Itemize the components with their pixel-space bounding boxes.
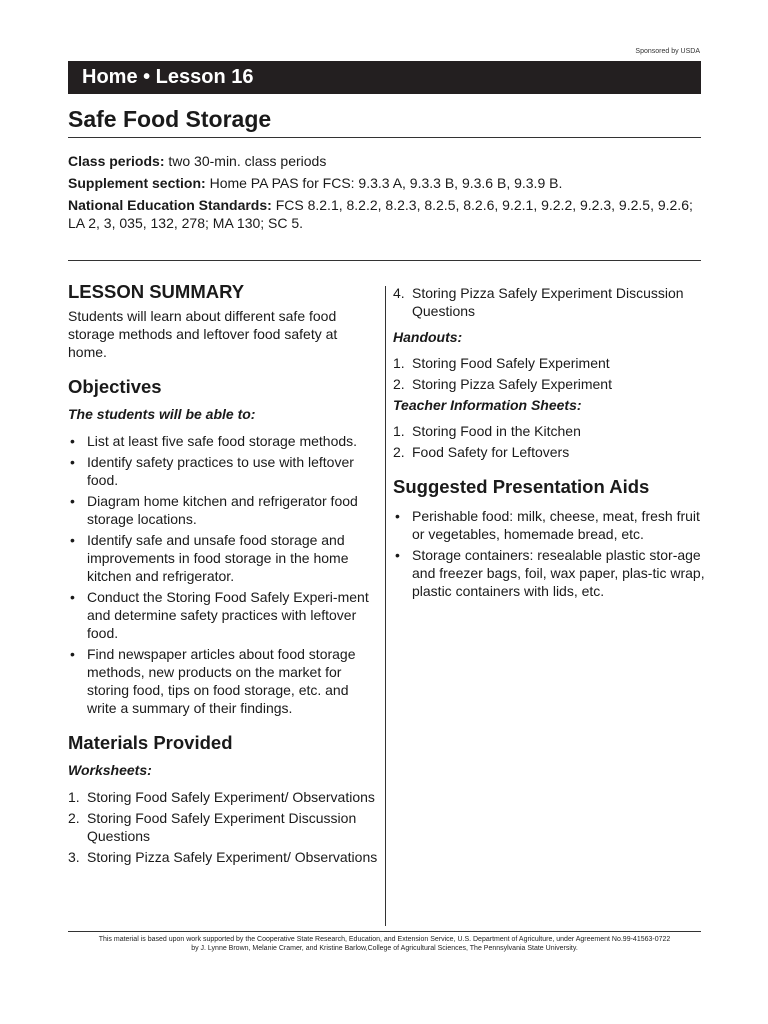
footer-credits xyxy=(68,935,701,953)
list-item xyxy=(68,848,380,866)
item-text: Storing Food in the Kitchen xyxy=(412,423,581,439)
worksheets-label: Worksheets: xyxy=(68,762,152,778)
list-item xyxy=(393,354,711,372)
item-number: 1. xyxy=(393,423,405,439)
supplement-section xyxy=(68,174,688,192)
summary-text: Students will learn about different safe food storage methods and leftover food safety at home. xyxy=(68,308,338,360)
aids-list xyxy=(393,507,711,600)
item-number: 2. xyxy=(393,376,405,392)
list-item: • Identify safe and unsafe food storage and improvements in food storage in the home kitchen and refrigerator. xyxy=(68,531,380,585)
standards-value: FCS 8.2.1, 8.2.2, 8.2.3, 8.2.5, 8.2.6, 9.2.1, 9.2.2, 9.2.3, 9.2.5, 9.2.6; LA 2, 3, 035, 132, 278; MA 130; SC 5. xyxy=(68,197,693,231)
materials-heading: Materials Provided xyxy=(68,732,233,753)
column-divider xyxy=(385,286,386,926)
item-text: Storing Food Safely Experiment xyxy=(412,355,610,371)
list-item xyxy=(393,443,711,461)
item-text: Storing Food Safely Experiment Discussion Questions xyxy=(87,810,357,844)
list-item: • Conduct the Storing Food Safely Experi-ment and determine safety practices with leftover food. xyxy=(68,588,380,642)
item-text: Food Safety for Leftovers xyxy=(412,444,570,460)
list-item: • Perishable food: milk, cheese, meat, fresh fruit or vegetables, homemade bread, etc. xyxy=(393,507,711,543)
standards-label: National Education Standards: xyxy=(68,197,272,213)
left-column xyxy=(68,280,380,866)
sponsor-note: Sponsored by USDA xyxy=(635,48,700,55)
list-item: • Identify safety practices to use with leftover food. xyxy=(68,453,380,489)
list-item: • Storage containers: resealable plastic stor-age and freezer bags, foil, wax paper, plas-tic wrap, plastic containers with lids, etc. xyxy=(393,546,711,600)
right-column xyxy=(393,280,711,600)
summary-heading: LESSON SUMMARY xyxy=(68,281,245,302)
class-periods-value: two 30-min. class periods xyxy=(164,153,327,169)
title-rule xyxy=(68,137,701,138)
meta-rule xyxy=(68,260,701,261)
class-periods xyxy=(68,152,688,170)
item-number: 2. xyxy=(393,444,405,460)
worksheets-list-continued xyxy=(393,284,711,320)
teacher-sheets-list xyxy=(393,422,711,461)
education-standards xyxy=(68,196,698,232)
item-number: 3. xyxy=(68,849,80,865)
worksheets-list xyxy=(68,788,380,866)
supplement-value: Home PA PAS for FCS: 9.3.3 A, 9.3.3 B, 9.3.6 B, 9.3.9 B. xyxy=(205,175,563,191)
item-text: Storing Food Safely Experiment/ Observations xyxy=(87,789,375,805)
objectives-subheading: The students will be able to: xyxy=(68,406,256,422)
supplement-label: Supplement section: xyxy=(68,175,206,191)
item-number: 1. xyxy=(393,355,405,371)
class-periods-label: Class periods: xyxy=(68,153,165,169)
footer-rule xyxy=(68,931,701,932)
list-item xyxy=(68,788,380,806)
lesson-banner: Home • Lesson 16 xyxy=(68,61,701,94)
item-number: 2. xyxy=(68,810,80,826)
handouts-list xyxy=(393,354,711,393)
list-item xyxy=(393,422,711,440)
handouts-label: Handouts: xyxy=(393,329,463,345)
item-text: Storing Pizza Safely Experiment/ Observations xyxy=(87,849,378,865)
list-item xyxy=(68,809,380,845)
objectives-list xyxy=(68,432,380,717)
item-number: 1. xyxy=(68,789,80,805)
teacher-sheets-label: Teacher Information Sheets: xyxy=(393,397,582,413)
item-text: Storing Pizza Safely Experiment xyxy=(412,376,612,392)
list-item: • Diagram home kitchen and refrigerator food storage locations. xyxy=(68,492,380,528)
list-item xyxy=(393,375,711,393)
list-item: • List at least five safe food storage methods. xyxy=(68,432,380,450)
item-number: 4. xyxy=(393,285,405,301)
list-item xyxy=(393,284,711,320)
objectives-heading: Objectives xyxy=(68,376,162,397)
footer-line-1: This material is based upon work supported by the Cooperative State Research, Education, and Extension Service, U.S. Department of Agriculture, under Agreement No.99-41563-0722 xyxy=(98,936,671,943)
list-item: • Find newspaper articles about food storage methods, new products on the market for storing food, tips on food storage, etc. and write a summary of their findings. xyxy=(68,645,380,717)
aids-heading: Suggested Presentation Aids xyxy=(393,476,650,497)
footer-line-2: by J. Lynne Brown, Melanie Cramer, and Kristine Barlow,College of Agricultural Sciences, The Pennsylvania State University. xyxy=(191,945,578,952)
page-title: Safe Food Storage xyxy=(68,106,272,132)
item-text: Storing Pizza Safely Experiment Discussion Questions xyxy=(412,285,684,319)
